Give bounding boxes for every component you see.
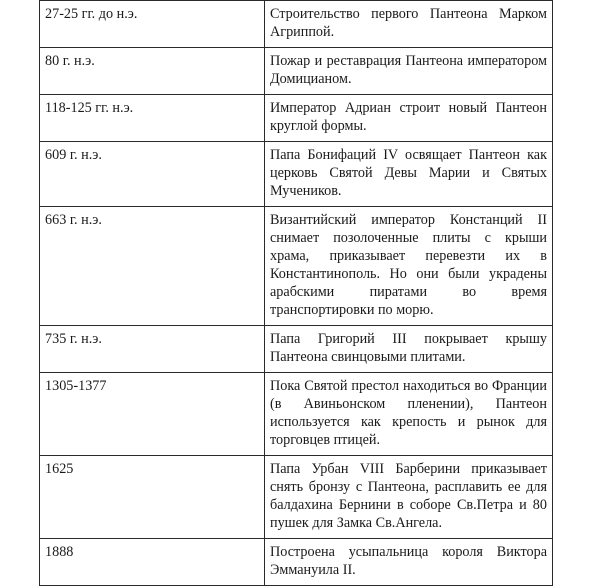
- table-row: [40, 142, 553, 207]
- event-cell: Папа Урбан VIII Барберини приказывает снять бронзу с Пантеона, расплавить ее для балдахина Бернини в соборе Св.Петра и 80 пушек для Замка Св.Ангела.: [265, 456, 553, 539]
- table-row: [40, 456, 553, 539]
- table-row: [40, 539, 553, 586]
- date-cell: 118-125 гг. н.э.: [40, 95, 265, 142]
- event-cell: Пожар и реставрация Пантеона императором Домицианом.: [265, 48, 553, 95]
- event-cell: Папа Григорий III покрывает крышу Пантеона свинцовыми плитами.: [265, 326, 553, 373]
- date-cell: 1625: [40, 456, 265, 539]
- date-cell: 1888: [40, 539, 265, 586]
- date-cell: 27-25 гг. до н.э.: [40, 1, 265, 48]
- table-row: [40, 1, 553, 48]
- table-row: [40, 373, 553, 456]
- date-cell: 663 г. н.э.: [40, 207, 265, 326]
- event-cell: Папа Бонифаций IV освящает Пантеон как церковь Святой Девы Марии и Святых Мучеников.: [265, 142, 553, 207]
- event-cell: Пока Святой престол находиться во Франции (в Авиньонском пленении), Пантеон используется как крепость и рынок для торговцев птицей.: [265, 373, 553, 456]
- table-row: [40, 207, 553, 326]
- table-row: [40, 326, 553, 373]
- event-cell: Строительство первого Пантеона Марком Агриппой.: [265, 1, 553, 48]
- table-row: [40, 48, 553, 95]
- date-cell: 1305-1377: [40, 373, 265, 456]
- event-cell: Построена усыпальница короля Виктора Эммануила II.: [265, 539, 553, 586]
- event-cell: Византийский император Констанций II снимает позолоченные плиты с крыши храма, приказывает перевезти их в Константинополь. Но они были украдены арабскими пиратами во время транспортировки по морю.: [265, 207, 553, 326]
- table-row: [40, 95, 553, 142]
- date-cell: 735 г. н.э.: [40, 326, 265, 373]
- pantheon-timeline-table: [39, 0, 553, 586]
- date-cell: 80 г. н.э.: [40, 48, 265, 95]
- event-cell: Император Адриан строит новый Пантеон круглой формы.: [265, 95, 553, 142]
- date-cell: 609 г. н.э.: [40, 142, 265, 207]
